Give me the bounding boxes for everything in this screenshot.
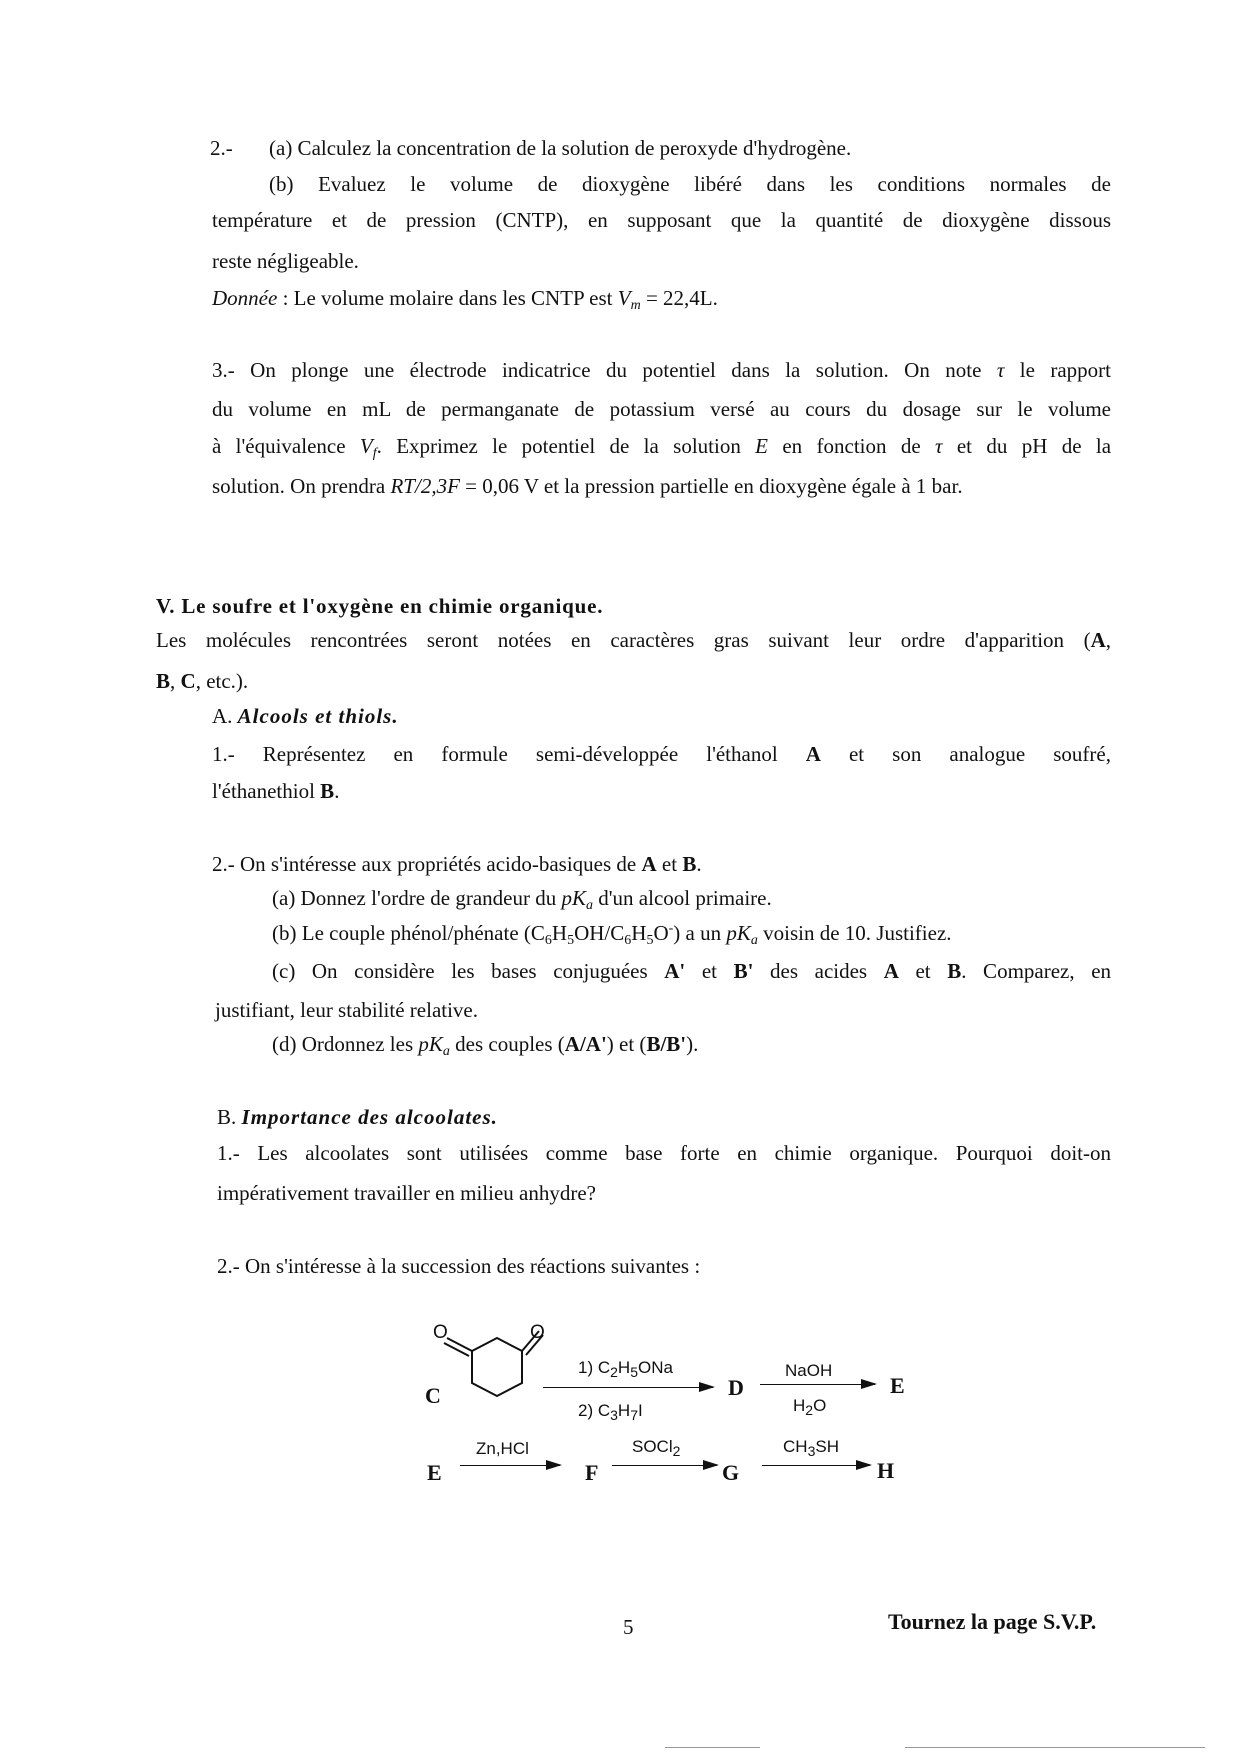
molecule-c: C [425,1383,441,1408]
carbonyl-bond-1a [447,1338,472,1351]
mol-b: B [320,779,335,803]
rt-expression: RT/2,3F [390,474,460,498]
a-q1-line2-text: l'éthanethiol [212,779,321,803]
intro-comma: , [1105,628,1111,652]
a-q1-line1 [212,741,1111,767]
step2-reagent-bottom: $H_2O$ [793,1396,827,1418]
section-a-heading [212,703,399,729]
part-v-intro-line2: B, C, etc.). [156,669,249,693]
sub-5b: 5 [646,933,654,948]
a-q1-end: et son analogue soufré, [820,742,1111,766]
a-q2a-text: (a) Donnez l'ordre de grandeur du [272,886,562,910]
pka-sub-3: a [442,1044,450,1059]
oxygen-label-2: O [530,1322,545,1343]
a-q2-and: et [656,852,683,876]
tau-symbol-2: τ [934,434,943,458]
mol-a: A [805,742,821,766]
q3-line1 [212,357,1111,383]
a-q2a [272,885,772,911]
step2-arrow [760,1384,875,1385]
a-q1-line2 [212,778,339,804]
section-a-prefix: A. [212,704,238,728]
scan-artifact-line-2 [905,1747,1205,1748]
b-q1-line2: impérativement travailler en milieu anhydre? [217,1181,597,1205]
step5-arrow [762,1465,870,1466]
donnee-line [212,285,718,311]
b-prime: B' [733,959,754,983]
a-q2-period: . [696,852,702,876]
turn-page-note: Tournez la page S.V.P. [888,1609,1097,1634]
q2a-text: (a) Calculez la concentration de la solution de peroxyde d'hydrogène. [269,136,852,160]
a-q2c-line2: justifiant, leur stabilité relative. [215,998,479,1022]
sup-minus: - [668,921,674,936]
couple-b: B/B' [646,1032,687,1056]
phenol-text-4: voisin de 10. Justifiez. [757,921,952,945]
couple-a: A/A' [564,1032,607,1056]
vf-sub: f [372,446,377,461]
phenol-text-2: OH/C [574,921,625,945]
vm-symbol: V [617,286,631,310]
step4-reagent: SOCl$_2$ [632,1437,681,1459]
step1-reagent-1: 1) $C_2H_5ONa$ [578,1358,673,1380]
phenol-text-3: ) a un [673,921,727,945]
mol-c-ref: C [180,669,196,693]
pka-symbol-2: pK [726,921,751,945]
a-q2d-end: ). [686,1032,699,1056]
pka-symbol-3: pK [418,1032,443,1056]
scan-artifact-line-1 [665,1747,760,1748]
a-q2c-line1 [272,958,1111,984]
molecule-f: F [585,1460,599,1485]
a-prime: A' [664,959,686,983]
a-q2c-mol-b: B [947,959,962,983]
molecule-e: E [890,1373,905,1398]
a-q2b [272,920,952,946]
cyclohexane-ring [472,1338,522,1396]
q3-line4-end: = 0,06 V et la pression partielle en dioxygène égale à 1 bar. [459,474,963,498]
intro-etc: , etc.). [195,669,249,693]
part-v-title: V. Le soufre et l'oxygène en chimie organique. [156,594,604,618]
tau-symbol: τ [996,358,1005,382]
sub-6b: 6 [624,933,632,948]
a-q2d [272,1031,698,1057]
section-a-title: Alcools et thiols. [237,704,399,728]
sub-6a: 6 [544,933,552,948]
q3-line3 [212,433,1111,459]
carbonyl-bond-1b [444,1343,469,1356]
b-q1-line1: 1.- Les alcoolates sont utilisées comme base forte en chimie organique. Pourquoi doit-on [217,1141,1111,1165]
phenate-o: O [653,921,669,945]
vf-symbol: V [359,434,373,458]
phenol-h: H [551,921,568,945]
a-q1-text: 1.- Représentez en formule semi-développée l'éthanol [212,742,806,766]
q3-line4 [212,473,963,499]
q2b-line1: (b) Evaluez le volume de dioxygène libéré dans les conditions normales de [269,172,1111,196]
a-q2c-mol-a: A [883,959,899,983]
step5-reagent: $CH_3SH$ [783,1437,839,1459]
donnee-text: : Le volume molaire dans les CNTP est [277,286,618,310]
donnee-label: Donnée [212,286,278,310]
pka-sub-2: a [750,933,758,948]
step1-reagent-2: 2) $C_3H_7I$ [578,1401,643,1423]
a-q2a-end: d'un alcool primaire. [593,886,772,910]
mol-b-ref: B [156,669,171,693]
step1-arrow [543,1387,713,1388]
a-q2c-and2: et [898,959,948,983]
a-q2c-acides: des acides [753,959,884,983]
q3-line3-end: et du pH de la [942,434,1112,458]
a-q2-mol-a: A [641,852,657,876]
q3-line3-mid: . Exprimez le potentiel de la solution [376,434,756,458]
phenate-h: H [631,921,647,945]
part-v-intro-line1 [156,627,1111,653]
vm-value: = 22,4L. [640,286,718,310]
a-q1-line2-end: . [334,779,340,803]
a-q2c-end: . Comparez, en [961,959,1112,983]
q2b-line3: reste négligeable. [212,249,359,273]
molecule-h: H [877,1458,895,1483]
pka-sub: a [586,898,594,913]
section-b-prefix: B. [217,1105,242,1129]
molecule-e-2: E [427,1460,442,1485]
a-q2-intro [212,851,702,877]
step4-arrow [612,1465,717,1466]
sub-5a: 5 [567,933,575,948]
a-q2-text: 2.- On s'intéresse aux propriétés acido-basiques de [212,852,642,876]
q3-line3-text: à l'équivalence [212,434,360,458]
pka-symbol: pK [561,886,587,910]
e-symbol: E [755,434,768,458]
molecule-d: D [728,1375,744,1400]
page-number: 5 [623,1615,634,1639]
a-q2d-couples: des couples ( [449,1032,565,1056]
a-q2c-text: (c) On considère les bases conjuguées [272,959,665,983]
a-q2d-and: ) et ( [606,1032,647,1056]
q2-number: 2.- [210,136,233,160]
section-b-heading [217,1104,498,1130]
mol-a-ref: A [1090,628,1106,652]
q3-line1-end: le rapport [1004,358,1112,382]
q3-line3-mid2: en fonction de [768,434,935,458]
q3-line1-text: 3.- On plonge une électrode indicatrice du potentiel dans la solution. On note [212,358,997,382]
a-q2-mol-b: B [682,852,697,876]
a-q2d-text: (d) Ordonnez les [272,1032,419,1056]
q3-line2: du volume en mL de permanganate de potassium versé au cours du dosage sur le volume [212,397,1111,421]
section-b-title: Importance des alcoolates. [241,1105,498,1129]
intro-text: Les molécules rencontrées seront notées en caractères gras suivant leur ordre d'apparition ( [156,628,1091,652]
oxygen-label-1: O [433,1322,448,1343]
b-q2: 2.- On s'intéresse à la succession des réactions suivantes : [217,1254,701,1278]
q3-line4-text: solution. On prendra [212,474,391,498]
molecule-g: G [722,1460,740,1485]
step3-arrow [460,1465,560,1466]
phenol-text-1: (b) Le couple phénol/phénate (C [272,921,545,945]
q2b-line2: température et de pression (CNTP), en supposant que la quantité de dioxygène dissous [212,208,1111,232]
a-q2c-and: et [685,959,734,983]
step3-reagent: Zn,HCl [476,1439,529,1458]
vm-sub: m [630,298,641,313]
step2-reagent-top: NaOH [785,1361,833,1380]
